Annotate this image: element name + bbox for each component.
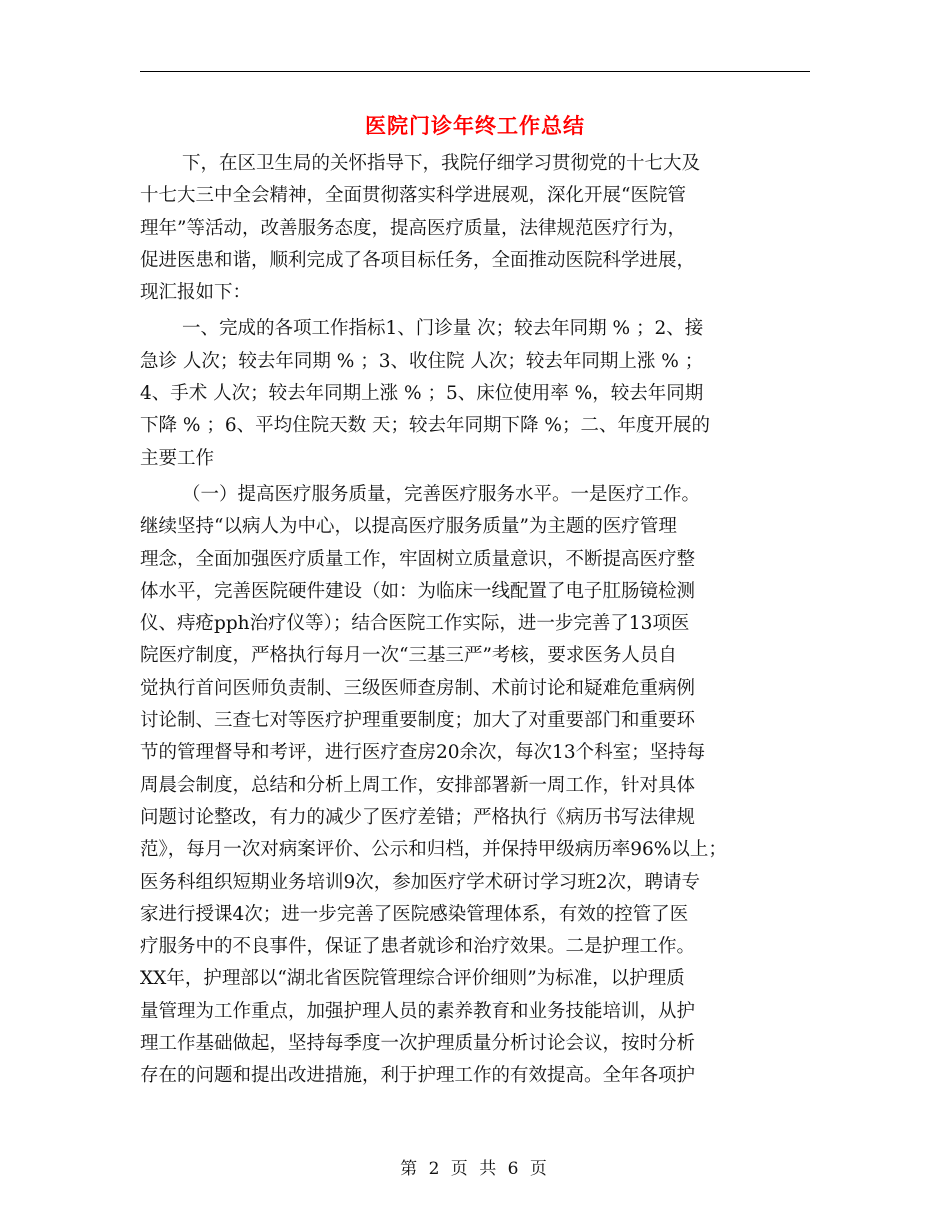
- text-line: 十七大三中全会精神，全面贯彻落实科学进展观，深化开展“医院管: [140, 185, 686, 207]
- text-line: 范》，每月一次对病案评价、公示和归档，并保持甲级病历率96%以上；: [140, 839, 727, 861]
- text-line: 理工作基础做起，坚持每季度一次护理质量分析讨论会议，按时分析: [140, 1033, 696, 1055]
- text-line: 理年”等活动，改善服务态度，提高医疗质量，法律规范医疗行为，: [140, 217, 686, 239]
- text-line: 一、完成的各项工作指标1、门诊量 次；较去年同期 % ；2、接: [182, 318, 704, 340]
- text-line: 现汇报如下：: [140, 282, 252, 304]
- text-line: 家进行授课4次；进一步完善了医院感染管理体系，有效的控管了医: [140, 903, 689, 925]
- text-line: 促进医患和谐，顺利完成了各项目标任务，全面推动医院科学进展，: [140, 249, 696, 271]
- text-line: 4、手术 人次；较去年同期上涨 % ；5、床位使用率 %，较去年同期: [140, 383, 704, 405]
- text-line: 体水平，完善医院硬件建设（如：为临床一线配置了电子肛肠镜检测: [140, 580, 696, 602]
- page-footer: 第 2 页 共 6 页: [400, 1159, 550, 1179]
- text-line: 急诊 人次；较去年同期 % ；3、收住院 人次；较去年同期上涨 % ；: [140, 350, 704, 372]
- text-line: 主要工作: [140, 447, 215, 469]
- text-line: 疗服务中的不良事件，保证了患者就诊和治疗效果。二是护理工作。: [140, 936, 696, 958]
- text-line: （一）提高医疗服务质量，完善医疗服务水平。一是医疗工作。: [182, 483, 701, 505]
- text-line: 量管理为工作重点，加强护理人员的素养教育和业务技能培训，从护: [140, 1000, 696, 1022]
- document-body: [140, 148, 815, 1093]
- text-line: 节的管理督导和考评，进行医疗查房20余次，每次13个科室；坚持每: [140, 742, 706, 764]
- text-line: 下降 % ；6、平均住院天数 天；较去年同期下降 %；二、年度开展的: [140, 415, 710, 437]
- document-title: 医院门诊年终工作总结: [365, 113, 585, 138]
- text-line: 存在的问题和提出改进措施，利于护理工作的有效提高。全年各项护: [140, 1065, 696, 1087]
- text-line: 觉执行首问医师负责制、三级医师查房制、术前讨论和疑难危重病例: [140, 677, 696, 699]
- text-line: 问题讨论整改，有力的减少了医疗差错；严格执行《病历书写法律规: [140, 806, 696, 828]
- text-line: 讨论制、三查七对等医疗护理重要制度；加大了对重要部门和重要环: [140, 710, 696, 732]
- text-line: 理念，全面加强医疗质量工作，牢固树立质量意识，不断提高医疗整: [140, 548, 696, 570]
- header-rule: [140, 71, 810, 72]
- text-line: 周晨会制度，总结和分析上周工作，安排部署新一周工作，针对具体: [140, 774, 696, 796]
- text-line: 院医疗制度，严格执行每月一次“三基三严”考核，要求医务人员自: [140, 645, 677, 667]
- text-line: XX年，护理部以“湖北省医院管理综合评价细则”为标准，以护理质: [140, 968, 685, 990]
- text-line: 下，在区卫生局的关怀指导下，我院仔细学习贯彻党的十七大及: [182, 153, 701, 174]
- text-line: 医务科组织短期业务培训9次，参加医疗学术研讨学习班2次，聘请专: [140, 871, 701, 893]
- text-line: 仪、痔疮pph治疗仪等）；结合医院工作实际，进一步完善了13项医: [140, 613, 690, 635]
- text-line: 继续坚持“以病人为中心，以提高医疗服务质量”为主题的医疗管理: [140, 516, 677, 538]
